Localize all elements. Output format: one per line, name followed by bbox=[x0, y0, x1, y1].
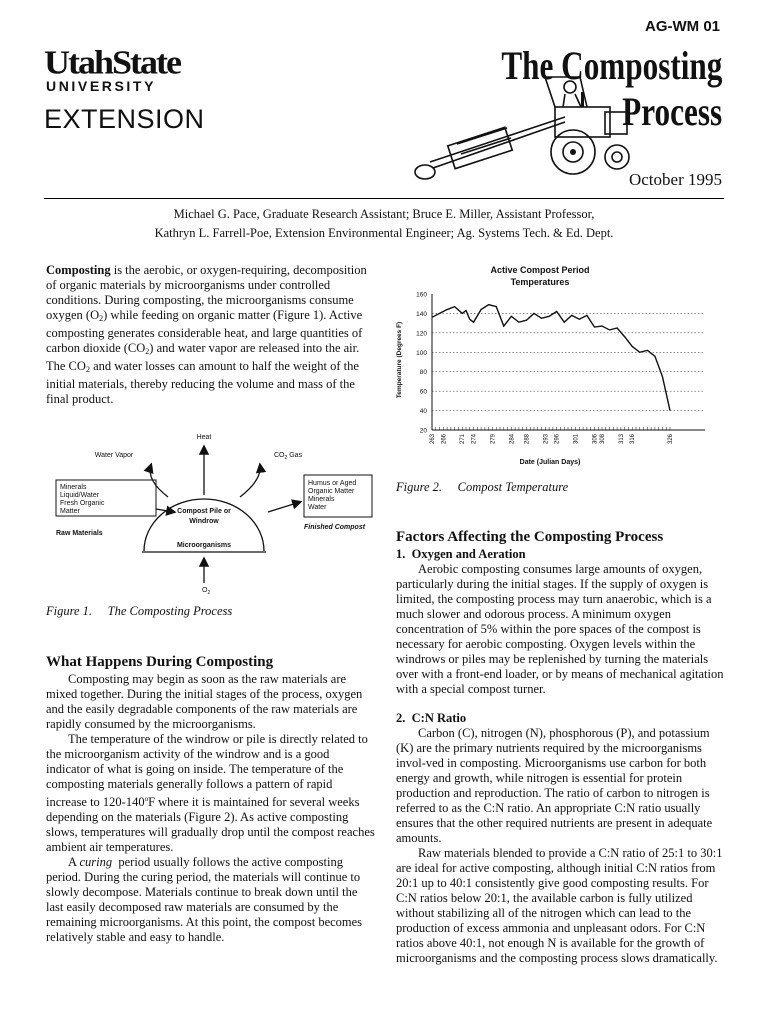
logo-university: UNIVERSITY bbox=[46, 78, 157, 94]
temperature-chart bbox=[390, 260, 725, 470]
raw-box-line4: Matter bbox=[60, 508, 80, 515]
document-id: AG-WM 01 bbox=[645, 18, 720, 35]
y-tick-label: 160 bbox=[416, 291, 427, 299]
finished-box-line2: Organic Matter bbox=[308, 488, 355, 495]
chart-title-line1: Active Compost Period bbox=[490, 265, 590, 275]
pile-line2: Windrow bbox=[189, 518, 219, 525]
co2-gas-label: $CO_2$ Gas bbox=[274, 452, 303, 461]
heat-label: Heat bbox=[196, 434, 212, 441]
y-tick-label: 80 bbox=[419, 369, 427, 377]
x-tick-label: 313 bbox=[618, 434, 625, 445]
raw-box-line2: Liquid/Water bbox=[60, 492, 100, 499]
x-tick-label: 308 bbox=[600, 434, 606, 445]
oxygen-paragraph: Aerobic composting consumes large amounts of oxygen, particularly during the initial stages. If the supply of oxygen is limited, the composting process may turn anaerobic, which is a much slower and odorous process. A minimum oxygen concentration of 5% within the pore spaces of the compost is necessary for aerobic composting. Oxygen levels within the windrows or piles may be replenished by turning the materials over with a front-end loader, or by means of mechanical agitation with a special compost turner. bbox=[396, 562, 724, 696]
factors-body bbox=[396, 547, 724, 966]
chart-ylabel: Temperature (Degrees F) bbox=[396, 321, 403, 399]
composting-process-diagram bbox=[46, 425, 376, 600]
logo-utahstate: UtahState bbox=[44, 43, 180, 81]
y-tick-label: 60 bbox=[419, 388, 427, 396]
what-happens-heading: What Happens During Composting bbox=[46, 654, 274, 670]
x-tick-label: 271 bbox=[460, 434, 467, 445]
what-happens-body bbox=[46, 672, 376, 945]
cn-ratio-paragraph1: Carbon (C), nitrogen (N), phosphorous (P), and potassium (K) are the primary nutrients required by the microorganisms invol-ved in composting. Microorganisms use carbon for both energy and growth, while nitrogen is essential for protein production and reproduction. The ratio of carbon to nitrogen is referred to as the C:N ratio. An appropriate C:N ratio usually ensures that the other required nutrients are present in adequate amounts. bbox=[396, 726, 713, 845]
header-divider bbox=[44, 198, 724, 199]
x-tick-label: 266 bbox=[441, 434, 448, 445]
finished-box-line1: Humus or Aged bbox=[308, 480, 357, 487]
x-tick-label: 288 bbox=[524, 434, 531, 445]
tractor-illustration bbox=[405, 62, 635, 192]
y-tick-label: 20 bbox=[419, 427, 427, 435]
authors-line1: Michael G. Pace, Graduate Research Assistant; Bruce E. Miller, Assistant Professor, bbox=[173, 207, 595, 221]
x-tick-label: 274 bbox=[471, 434, 478, 445]
what-p1: Composting may begin as soon as the raw materials are mixed together. During the initial stages of the process, oxygen and the easily degradable components of the raw materials are rapidly consumed by the microorganisms. bbox=[46, 672, 363, 731]
page-title-line1: The Composting bbox=[500, 43, 722, 88]
x-tick-label: 263 bbox=[430, 434, 436, 445]
x-tick-label: 296 bbox=[554, 434, 561, 445]
x-tick-label: 316 bbox=[630, 434, 637, 445]
y-tick-label: 40 bbox=[419, 408, 427, 416]
x-tick-label: 306 bbox=[592, 434, 599, 445]
chart-title-line2: Temperatures bbox=[510, 277, 570, 287]
authors-line2: Kathryn L. Farrell-Poe, Extension Environmental Engineer; Ag. Systems Tech. & Ed. Dept. bbox=[154, 226, 614, 240]
page-title-line2: Process bbox=[622, 89, 722, 134]
y-tick-label: 140 bbox=[416, 310, 427, 318]
intro-paragraph: Composting is the aerobic, or oxygen-requiring, decomposition of organic materials by microorganisms under controlled conditions. During composting, the microorganisms consume oxygen $(O_2)$ while feeding on organic matter (Figure 1). Active composting generates considerable heat, and large quantities of carbon dioxide $(CO_2)$ and water vapor are released into the air. The $CO_2$ and water losses can amount to half the weight of the initial materials, thereby reducing the volume and mass of the final product. bbox=[46, 263, 367, 406]
figure2-caption: Figure 2. Compost Temperature bbox=[396, 480, 569, 494]
y-tick-label: 120 bbox=[416, 330, 427, 338]
finished-box-line3: Minerals bbox=[308, 496, 335, 503]
x-tick-label: 301 bbox=[573, 434, 580, 445]
authors bbox=[44, 205, 724, 243]
intro-term: Composting bbox=[46, 263, 111, 277]
o2-label: $O_2$ bbox=[202, 587, 211, 596]
chart-xlabel: Date (Julian Days) bbox=[519, 459, 581, 466]
microorganisms-label: Microorganisms bbox=[176, 542, 232, 549]
water-vapor-label: Water Vapor bbox=[94, 452, 134, 459]
x-tick-label: 326 bbox=[668, 434, 674, 445]
finished-box-line4: Water bbox=[308, 504, 327, 511]
raw-materials-label: Raw Materials bbox=[56, 530, 103, 537]
factors-heading: Factors Affecting the Composting Process bbox=[396, 529, 664, 545]
what-p3: A curing period usually follows the active composting period. During the curing period, the materials will continue to slowly decompose. Materials continue to break down until the last easily decomposed raw materials are consumed by the remaining microorganisms. At this point, the compost becomes relatively stable and easy to handle. bbox=[46, 855, 366, 945]
raw-box-line3: Fresh Organic bbox=[60, 500, 105, 507]
cn-ratio-subheading: 2. C:N Ratio bbox=[396, 711, 467, 725]
finished-compost-label: Finished Compost bbox=[304, 524, 366, 531]
publication-date: October 1995 bbox=[628, 170, 722, 189]
oxygen-subheading: 1. Oxygen and Aeration bbox=[396, 547, 526, 561]
figure1-caption: Figure 1. The Composting Process bbox=[46, 604, 233, 618]
x-tick-label: 293 bbox=[543, 434, 550, 445]
pile-line1: Compost Pile or bbox=[177, 508, 231, 515]
raw-box-line1: Minerals bbox=[60, 484, 87, 491]
y-tick-label: 100 bbox=[416, 349, 427, 357]
temperature-series-line bbox=[432, 305, 670, 411]
cn-ratio-paragraph2: Raw materials blended to provide a C:N ratio of 25:1 to 30:1 are ideal for active composting, although initial C:N ratios from 20:1 up to 40:1 consistently give good composting results. For C:N ratios below 20:1, the available carbon is fully utilized without stabilizing all of the nitrogen which can lead to the production of excess ammonia and unpleasant odors. For C:N ratios above 40:1, not enough N is available for the growth of microorganisms and the composting process slows dramatically. bbox=[396, 846, 723, 965]
what-p2: The temperature of the windrow or pile is directly related to the microorganism activity of the windrow and is a good indicator of what is going on inside. The temperature of the composting materials generally follows a pattern of rapid increase to 120-140$^o$F where it is maintained for several weeks depending on the materials (Figure 2). As active composting slows, temperatures will gradually drop until the compost reaches ambient air temperatures. bbox=[46, 732, 375, 855]
x-tick-label: 279 bbox=[490, 434, 497, 445]
x-tick-label: 284 bbox=[509, 434, 516, 445]
logo-extension: EXTENSION bbox=[44, 104, 205, 134]
